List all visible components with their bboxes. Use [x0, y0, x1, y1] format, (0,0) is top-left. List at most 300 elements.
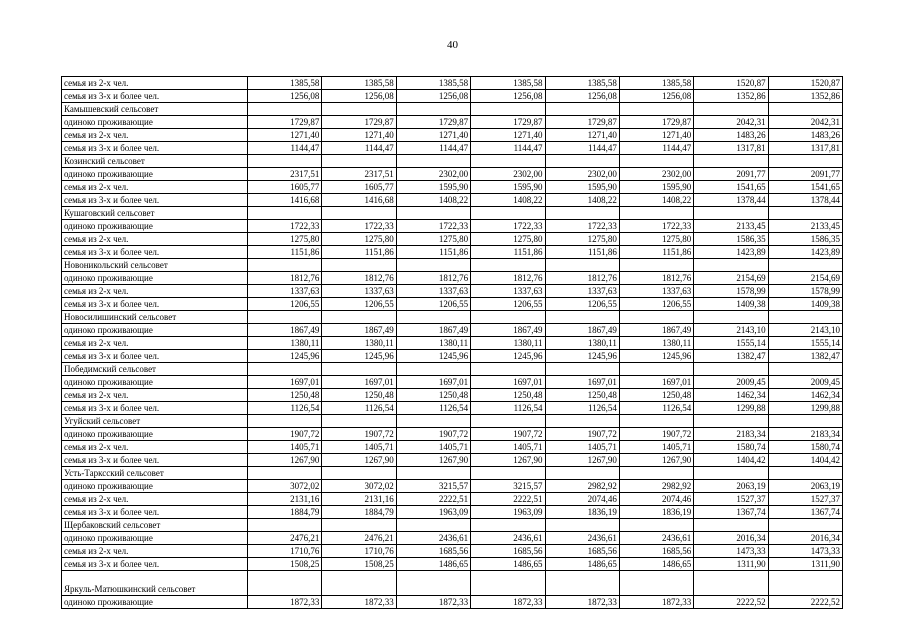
value-cell: 1578,99	[694, 285, 768, 298]
value-cell: 1275,80	[322, 233, 396, 246]
table-row	[62, 558, 843, 571]
table-row	[62, 116, 843, 129]
value-cell: 1812,76	[322, 272, 396, 285]
value-cell: 2074,46	[545, 493, 619, 506]
section-header-row	[62, 571, 843, 596]
value-cell: 2302,00	[471, 168, 545, 181]
value-cell: 1836,19	[545, 506, 619, 519]
value-cell: 1867,49	[545, 324, 619, 337]
value-cell: 1271,40	[322, 129, 396, 142]
value-cell: 1206,55	[619, 298, 693, 311]
row-label: семья из 3-х и более чел.	[62, 246, 248, 259]
empty-cell	[768, 155, 842, 168]
value-cell: 1271,40	[545, 129, 619, 142]
value-cell: 1483,26	[768, 129, 842, 142]
value-cell: 1729,87	[619, 116, 693, 129]
value-cell: 1578,99	[768, 285, 842, 298]
value-cell: 1527,37	[768, 493, 842, 506]
value-cell: 1907,72	[248, 428, 322, 441]
value-cell: 1812,76	[396, 272, 470, 285]
empty-cell	[396, 311, 470, 324]
value-cell: 2436,61	[471, 532, 545, 545]
empty-cell	[768, 519, 842, 532]
value-cell: 2302,00	[545, 168, 619, 181]
value-cell: 1378,44	[768, 194, 842, 207]
value-cell: 1380,11	[322, 337, 396, 350]
value-cell: 1722,33	[248, 220, 322, 233]
value-cell: 1250,48	[248, 389, 322, 402]
table-row	[62, 493, 843, 506]
value-cell: 1337,63	[471, 285, 545, 298]
value-cell: 1311,90	[768, 558, 842, 571]
value-cell: 1872,33	[396, 596, 470, 609]
value-cell: 2042,31	[768, 116, 842, 129]
value-cell: 3215,57	[396, 480, 470, 493]
section-header-row	[62, 363, 843, 376]
empty-cell	[322, 415, 396, 428]
value-cell: 1605,77	[248, 181, 322, 194]
value-cell: 1483,26	[694, 129, 768, 142]
value-cell: 1872,33	[471, 596, 545, 609]
empty-cell	[322, 363, 396, 376]
value-cell: 2016,34	[694, 532, 768, 545]
value-cell: 1206,55	[248, 298, 322, 311]
value-cell: 2042,31	[694, 116, 768, 129]
empty-cell	[396, 155, 470, 168]
empty-cell	[322, 259, 396, 272]
value-cell: 1586,35	[768, 233, 842, 246]
value-cell: 2183,34	[768, 428, 842, 441]
value-cell: 1685,56	[396, 545, 470, 558]
value-cell: 1697,01	[396, 376, 470, 389]
value-cell: 1508,25	[322, 558, 396, 571]
value-cell: 1367,74	[768, 506, 842, 519]
value-cell: 1352,86	[694, 90, 768, 103]
row-label: одиноко проживающие	[62, 272, 248, 285]
value-cell: 2302,00	[396, 168, 470, 181]
value-cell: 2154,69	[768, 272, 842, 285]
row-label: семья из 3-х и более чел.	[62, 506, 248, 519]
empty-cell	[619, 103, 693, 116]
value-cell: 1250,48	[619, 389, 693, 402]
value-cell: 1267,90	[545, 454, 619, 467]
section-header-label: Победимский сельсовет	[62, 363, 248, 376]
value-cell: 1473,33	[768, 545, 842, 558]
row-label: одиноко проживающие	[62, 116, 248, 129]
row-label: семья из 2-х чел.	[62, 545, 248, 558]
section-header-label: Угуйский сельсовет	[62, 415, 248, 428]
value-cell: 1872,33	[619, 596, 693, 609]
value-cell: 2982,92	[545, 480, 619, 493]
value-cell: 1867,49	[248, 324, 322, 337]
empty-cell	[545, 207, 619, 220]
value-cell: 1256,08	[322, 90, 396, 103]
empty-cell	[768, 311, 842, 324]
value-cell: 1884,79	[322, 506, 396, 519]
value-cell: 1245,96	[248, 350, 322, 363]
value-cell: 1729,87	[471, 116, 545, 129]
empty-cell	[248, 155, 322, 168]
value-cell: 1408,22	[545, 194, 619, 207]
value-cell: 1267,90	[471, 454, 545, 467]
empty-cell	[396, 103, 470, 116]
empty-cell	[619, 467, 693, 480]
value-cell: 1710,76	[248, 545, 322, 558]
table-body	[62, 77, 843, 609]
value-cell: 1385,58	[471, 77, 545, 90]
value-cell: 1385,58	[545, 77, 619, 90]
value-cell: 1555,14	[768, 337, 842, 350]
table-row	[62, 233, 843, 246]
empty-cell	[694, 519, 768, 532]
value-cell: 1595,90	[619, 181, 693, 194]
value-cell: 1722,33	[545, 220, 619, 233]
empty-cell	[471, 519, 545, 532]
value-cell: 1385,58	[248, 77, 322, 90]
value-cell: 1267,90	[248, 454, 322, 467]
section-header-row	[62, 519, 843, 532]
value-cell: 1380,11	[248, 337, 322, 350]
empty-cell	[694, 311, 768, 324]
value-cell: 1405,71	[322, 441, 396, 454]
empty-cell	[396, 467, 470, 480]
value-cell: 1382,47	[694, 350, 768, 363]
table-row	[62, 298, 843, 311]
value-cell: 2476,21	[248, 532, 322, 545]
row-label: одиноко проживающие	[62, 220, 248, 233]
value-cell: 1812,76	[248, 272, 322, 285]
value-cell: 1256,08	[619, 90, 693, 103]
page-number: 40	[447, 39, 458, 51]
table-row	[62, 272, 843, 285]
value-cell: 1380,11	[396, 337, 470, 350]
empty-cell	[619, 519, 693, 532]
row-label: одиноко проживающие	[62, 324, 248, 337]
empty-cell	[768, 259, 842, 272]
tariff-table	[61, 76, 843, 609]
value-cell: 1275,80	[396, 233, 470, 246]
empty-cell	[471, 155, 545, 168]
row-label: одиноко проживающие	[62, 596, 248, 609]
value-cell: 1380,11	[471, 337, 545, 350]
value-cell: 1907,72	[396, 428, 470, 441]
empty-cell	[694, 207, 768, 220]
value-cell: 2436,61	[396, 532, 470, 545]
table-row	[62, 77, 843, 90]
value-cell: 1317,81	[694, 142, 768, 155]
value-cell: 1685,56	[471, 545, 545, 558]
empty-cell	[768, 467, 842, 480]
value-cell: 1126,54	[619, 402, 693, 415]
value-cell: 1408,22	[396, 194, 470, 207]
value-cell: 2183,34	[694, 428, 768, 441]
value-cell: 2131,16	[248, 493, 322, 506]
empty-cell	[471, 259, 545, 272]
value-cell: 1275,80	[471, 233, 545, 246]
value-cell: 2436,61	[545, 532, 619, 545]
empty-cell	[322, 207, 396, 220]
value-cell: 1872,33	[248, 596, 322, 609]
value-cell: 1697,01	[619, 376, 693, 389]
value-cell: 1405,71	[471, 441, 545, 454]
value-cell: 1144,47	[471, 142, 545, 155]
value-cell: 1486,65	[396, 558, 470, 571]
value-cell: 1245,96	[322, 350, 396, 363]
empty-cell	[694, 571, 768, 596]
value-cell: 1144,47	[619, 142, 693, 155]
value-cell: 1812,76	[619, 272, 693, 285]
empty-cell	[619, 259, 693, 272]
value-cell: 1409,38	[768, 298, 842, 311]
row-label: семья из 3-х и более чел.	[62, 298, 248, 311]
value-cell: 1812,76	[545, 272, 619, 285]
value-cell: 1337,63	[322, 285, 396, 298]
section-header-row	[62, 259, 843, 272]
value-cell: 1206,55	[322, 298, 396, 311]
row-label: одиноко проживающие	[62, 480, 248, 493]
table-row	[62, 441, 843, 454]
empty-cell	[396, 363, 470, 376]
empty-cell	[322, 311, 396, 324]
value-cell: 1963,09	[396, 506, 470, 519]
value-cell: 1867,49	[471, 324, 545, 337]
section-header-label: Камышевский сельсовет	[62, 103, 248, 116]
value-cell: 1151,86	[619, 246, 693, 259]
section-header-label: Щербаковский сельсовет	[62, 519, 248, 532]
value-cell: 1256,08	[396, 90, 470, 103]
empty-cell	[248, 311, 322, 324]
value-cell: 2317,51	[322, 168, 396, 181]
value-cell: 1271,40	[471, 129, 545, 142]
empty-cell	[396, 259, 470, 272]
table-row	[62, 532, 843, 545]
value-cell: 1151,86	[471, 246, 545, 259]
empty-cell	[768, 571, 842, 596]
value-cell: 1271,40	[248, 129, 322, 142]
row-label: одиноко проживающие	[62, 168, 248, 181]
empty-cell	[322, 103, 396, 116]
value-cell: 1486,65	[471, 558, 545, 571]
value-cell: 2222,52	[694, 596, 768, 609]
value-cell: 1206,55	[471, 298, 545, 311]
empty-cell	[471, 571, 545, 596]
value-cell: 1710,76	[322, 545, 396, 558]
value-cell: 1907,72	[322, 428, 396, 441]
empty-cell	[619, 571, 693, 596]
value-cell: 1144,47	[545, 142, 619, 155]
value-cell: 1884,79	[248, 506, 322, 519]
value-cell: 1508,25	[248, 558, 322, 571]
value-cell: 1275,80	[248, 233, 322, 246]
value-cell: 1256,08	[545, 90, 619, 103]
value-cell: 2009,45	[694, 376, 768, 389]
empty-cell	[396, 415, 470, 428]
value-cell: 1405,71	[619, 441, 693, 454]
value-cell: 1872,33	[322, 596, 396, 609]
table-row	[62, 545, 843, 558]
row-label: семья из 2-х чел.	[62, 285, 248, 298]
empty-cell	[248, 571, 322, 596]
value-cell: 1729,87	[248, 116, 322, 129]
value-cell: 1245,96	[471, 350, 545, 363]
value-cell: 1206,55	[396, 298, 470, 311]
value-cell: 2154,69	[694, 272, 768, 285]
section-header-row	[62, 311, 843, 324]
section-header-label: Новоникольский сельсовет	[62, 259, 248, 272]
empty-cell	[471, 311, 545, 324]
row-label: семья из 2-х чел.	[62, 233, 248, 246]
value-cell: 1722,33	[471, 220, 545, 233]
value-cell: 2131,16	[322, 493, 396, 506]
row-label: семья из 2-х чел.	[62, 441, 248, 454]
empty-cell	[396, 207, 470, 220]
value-cell: 1151,86	[248, 246, 322, 259]
table-row	[62, 428, 843, 441]
empty-cell	[248, 207, 322, 220]
value-cell: 1416,68	[322, 194, 396, 207]
value-cell: 1404,42	[694, 454, 768, 467]
empty-cell	[694, 415, 768, 428]
empty-cell	[545, 155, 619, 168]
empty-cell	[248, 363, 322, 376]
table-row	[62, 181, 843, 194]
value-cell: 1697,01	[322, 376, 396, 389]
value-cell: 1697,01	[545, 376, 619, 389]
value-cell: 1541,65	[694, 181, 768, 194]
value-cell: 1378,44	[694, 194, 768, 207]
table-row	[62, 454, 843, 467]
value-cell: 1250,48	[322, 389, 396, 402]
value-cell: 1907,72	[619, 428, 693, 441]
empty-cell	[545, 467, 619, 480]
row-label: одиноко проживающие	[62, 532, 248, 545]
value-cell: 1729,87	[322, 116, 396, 129]
row-label: семья из 2-х чел.	[62, 181, 248, 194]
value-cell: 3215,57	[471, 480, 545, 493]
value-cell: 1473,33	[694, 545, 768, 558]
value-cell: 1126,54	[248, 402, 322, 415]
value-cell: 2222,52	[768, 596, 842, 609]
value-cell: 1151,86	[396, 246, 470, 259]
empty-cell	[694, 363, 768, 376]
table-row	[62, 285, 843, 298]
empty-cell	[322, 571, 396, 596]
value-cell: 1867,49	[322, 324, 396, 337]
table-row	[62, 246, 843, 259]
value-cell: 1271,40	[619, 129, 693, 142]
value-cell: 1126,54	[396, 402, 470, 415]
value-cell: 1256,08	[248, 90, 322, 103]
value-cell: 2222,51	[396, 493, 470, 506]
value-cell: 1311,90	[694, 558, 768, 571]
value-cell: 1729,87	[545, 116, 619, 129]
value-cell: 1206,55	[545, 298, 619, 311]
empty-cell	[545, 363, 619, 376]
value-cell: 1337,63	[248, 285, 322, 298]
value-cell: 2063,19	[694, 480, 768, 493]
row-label: одиноко проживающие	[62, 376, 248, 389]
empty-cell	[768, 207, 842, 220]
value-cell: 2476,21	[322, 532, 396, 545]
value-cell: 1299,88	[694, 402, 768, 415]
value-cell: 1580,74	[768, 441, 842, 454]
value-cell: 1907,72	[471, 428, 545, 441]
value-cell: 1580,74	[694, 441, 768, 454]
value-cell: 1385,58	[619, 77, 693, 90]
value-cell: 1245,96	[396, 350, 470, 363]
empty-cell	[545, 415, 619, 428]
value-cell: 1836,19	[619, 506, 693, 519]
value-cell: 1245,96	[619, 350, 693, 363]
empty-cell	[396, 571, 470, 596]
value-cell: 1423,89	[694, 246, 768, 259]
value-cell: 2436,61	[619, 532, 693, 545]
value-cell: 1729,87	[396, 116, 470, 129]
row-label: семья из 3-х и более чел.	[62, 90, 248, 103]
value-cell: 2143,10	[768, 324, 842, 337]
value-cell: 1151,86	[322, 246, 396, 259]
value-cell: 1267,90	[322, 454, 396, 467]
empty-cell	[322, 155, 396, 168]
table-row	[62, 142, 843, 155]
value-cell: 1271,40	[396, 129, 470, 142]
empty-cell	[248, 467, 322, 480]
value-cell: 1275,80	[619, 233, 693, 246]
value-cell: 1462,34	[768, 389, 842, 402]
empty-cell	[248, 259, 322, 272]
empty-cell	[619, 363, 693, 376]
value-cell: 1963,09	[471, 506, 545, 519]
row-label: семья из 2-х чел.	[62, 493, 248, 506]
empty-cell	[768, 415, 842, 428]
value-cell: 1380,11	[619, 337, 693, 350]
section-header-label: Кушаговский сельсовет	[62, 207, 248, 220]
empty-cell	[322, 467, 396, 480]
value-cell: 1144,47	[396, 142, 470, 155]
empty-cell	[768, 363, 842, 376]
value-cell: 3072,02	[248, 480, 322, 493]
value-cell: 1416,68	[248, 194, 322, 207]
value-cell: 1405,71	[396, 441, 470, 454]
value-cell: 2133,45	[694, 220, 768, 233]
value-cell: 1722,33	[619, 220, 693, 233]
empty-cell	[545, 259, 619, 272]
value-cell: 1605,77	[322, 181, 396, 194]
empty-cell	[545, 103, 619, 116]
row-label: семья из 3-х и более чел.	[62, 402, 248, 415]
value-cell: 2222,51	[471, 493, 545, 506]
value-cell: 2009,45	[768, 376, 842, 389]
empty-cell	[322, 519, 396, 532]
value-cell: 1245,96	[545, 350, 619, 363]
row-label: семья из 3-х и более чел.	[62, 454, 248, 467]
value-cell: 1382,47	[768, 350, 842, 363]
value-cell: 1256,08	[471, 90, 545, 103]
value-cell: 1126,54	[545, 402, 619, 415]
value-cell: 1685,56	[545, 545, 619, 558]
section-header-label: Новосилишинский сельсовет	[62, 311, 248, 324]
empty-cell	[545, 519, 619, 532]
empty-cell	[396, 519, 470, 532]
row-label: семья из 2-х чел.	[62, 129, 248, 142]
value-cell: 1486,65	[619, 558, 693, 571]
value-cell: 2133,45	[768, 220, 842, 233]
table-row	[62, 337, 843, 350]
value-cell: 1722,33	[322, 220, 396, 233]
value-cell: 1337,63	[545, 285, 619, 298]
value-cell: 1409,38	[694, 298, 768, 311]
value-cell: 1595,90	[545, 181, 619, 194]
